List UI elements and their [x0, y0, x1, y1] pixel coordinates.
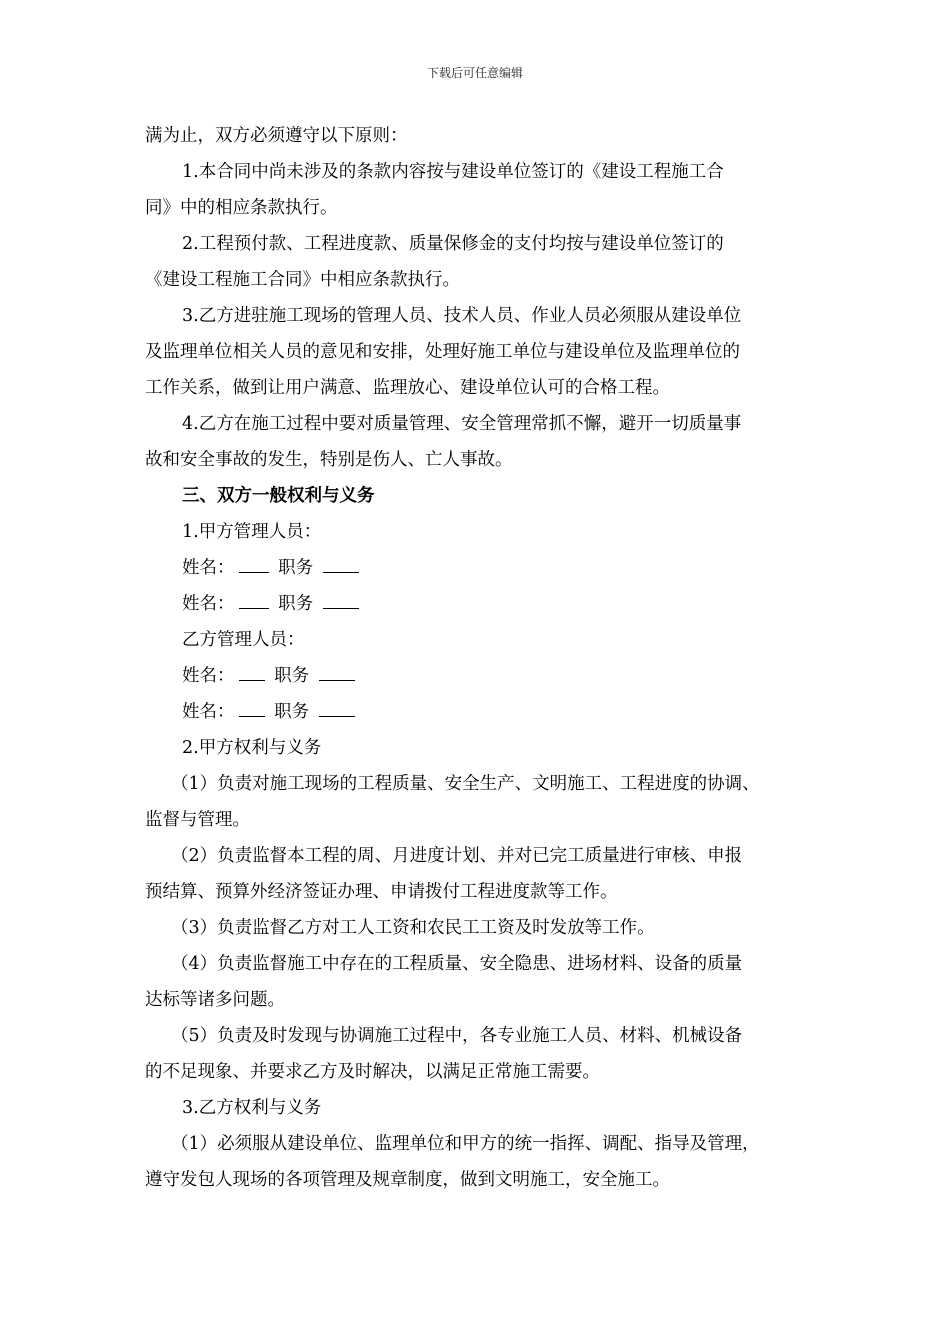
paragraph: （1）必须服从建设单位、监理单位和甲方的统一指挥、调配、指导及管理，: [171, 1134, 760, 1154]
paragraph: 的不足现象、并要求乙方及时解决，以满足正常施工需要。: [145, 1062, 600, 1082]
paragraph: （1）负责对施工现场的工程质量、安全生产、文明施工、工程进度的协调、: [171, 774, 760, 794]
position-label: 职务: [278, 558, 314, 578]
paragraph: （4）负责监督施工中存在的工程质量、安全隐患、进场材料、设备的质量: [171, 954, 743, 974]
name-blank[interactable]: [239, 696, 265, 717]
position-label: 职务: [274, 702, 310, 722]
paragraph: 及监理单位相关人员的意见和安排，处理好施工单位与建设单位及监理单位的: [145, 342, 740, 362]
document-body: [145, 118, 825, 1198]
paragraph: 遵守发包人现场的各项管理及规章制度，做到文明施工，安全施工。: [145, 1170, 670, 1190]
paragraph: 《建设工程施工合同》中相应条款执行。: [145, 270, 460, 290]
position-blank[interactable]: [319, 660, 355, 681]
name-label: 姓名：: [182, 666, 235, 686]
page-header: 下载后可任意编辑: [426, 66, 523, 80]
position-label: 职务: [278, 594, 314, 614]
paragraph: （2）负责监督本工程的周、月进度计划、并对已完工质量进行审核、申报: [171, 846, 743, 866]
paragraph: 1.甲方管理人员：: [182, 522, 322, 542]
name-blank[interactable]: [239, 588, 269, 609]
position-blank[interactable]: [323, 588, 359, 609]
paragraph: 3.乙方权利与义务: [182, 1098, 322, 1118]
party-a-staff-row-1: [145, 550, 825, 586]
paragraph: 工作关系，做到让用户满意、监理放心、建设单位认可的合格工程。: [145, 378, 670, 398]
party-b-staff-row-1: [145, 658, 825, 694]
paragraph: 1.本合同中尚未涉及的条款内容按与建设单位签订的《建设工程施工合: [182, 162, 724, 182]
paragraph: 4.乙方在施工过程中要对质量管理、安全管理常抓不懈，避开一切质量事: [182, 414, 742, 434]
name-label: 姓名：: [182, 558, 235, 578]
position-blank[interactable]: [319, 696, 355, 717]
section-heading: 三、双方一般权利与义务: [182, 486, 375, 506]
paragraph: 2.工程预付款、工程进度款、质量保修金的支付均按与建设单位签订的: [182, 234, 724, 254]
name-label: 姓名：: [182, 594, 235, 614]
name-blank[interactable]: [239, 660, 265, 681]
party-b-staff-label: 乙方管理人员：: [182, 630, 305, 650]
name-label: 姓名：: [182, 702, 235, 722]
paragraph: 预结算、预算外经济签证办理、申请拨付工程进度款等工作。: [145, 882, 618, 902]
paragraph: 故和安全事故的发生，特别是伤人、亡人事故。: [145, 450, 513, 470]
party-b-staff-row-2: [145, 694, 825, 730]
position-blank[interactable]: [323, 552, 359, 573]
paragraph: （3）负责监督乙方对工人工资和农民工工资及时发放等工作。: [171, 918, 655, 938]
paragraph: 达标等诸多问题。: [145, 990, 285, 1010]
party-a-staff-row-2: [145, 586, 825, 622]
paragraph: （5）负责及时发现与协调施工过程中，各专业施工人员、材料、机械设备: [171, 1026, 743, 1046]
paragraph: 监督与管理。: [145, 810, 250, 830]
paragraph: 3.乙方进驻施工现场的管理人员、技术人员、作业人员必须服从建设单位: [182, 306, 742, 326]
paragraph: 同》中的相应条款执行。: [145, 198, 338, 218]
position-label: 职务: [274, 666, 310, 686]
paragraph: 2.甲方权利与义务: [182, 738, 322, 758]
name-blank[interactable]: [239, 552, 269, 573]
paragraph: 满为止，双方必须遵守以下原则：: [145, 126, 408, 146]
